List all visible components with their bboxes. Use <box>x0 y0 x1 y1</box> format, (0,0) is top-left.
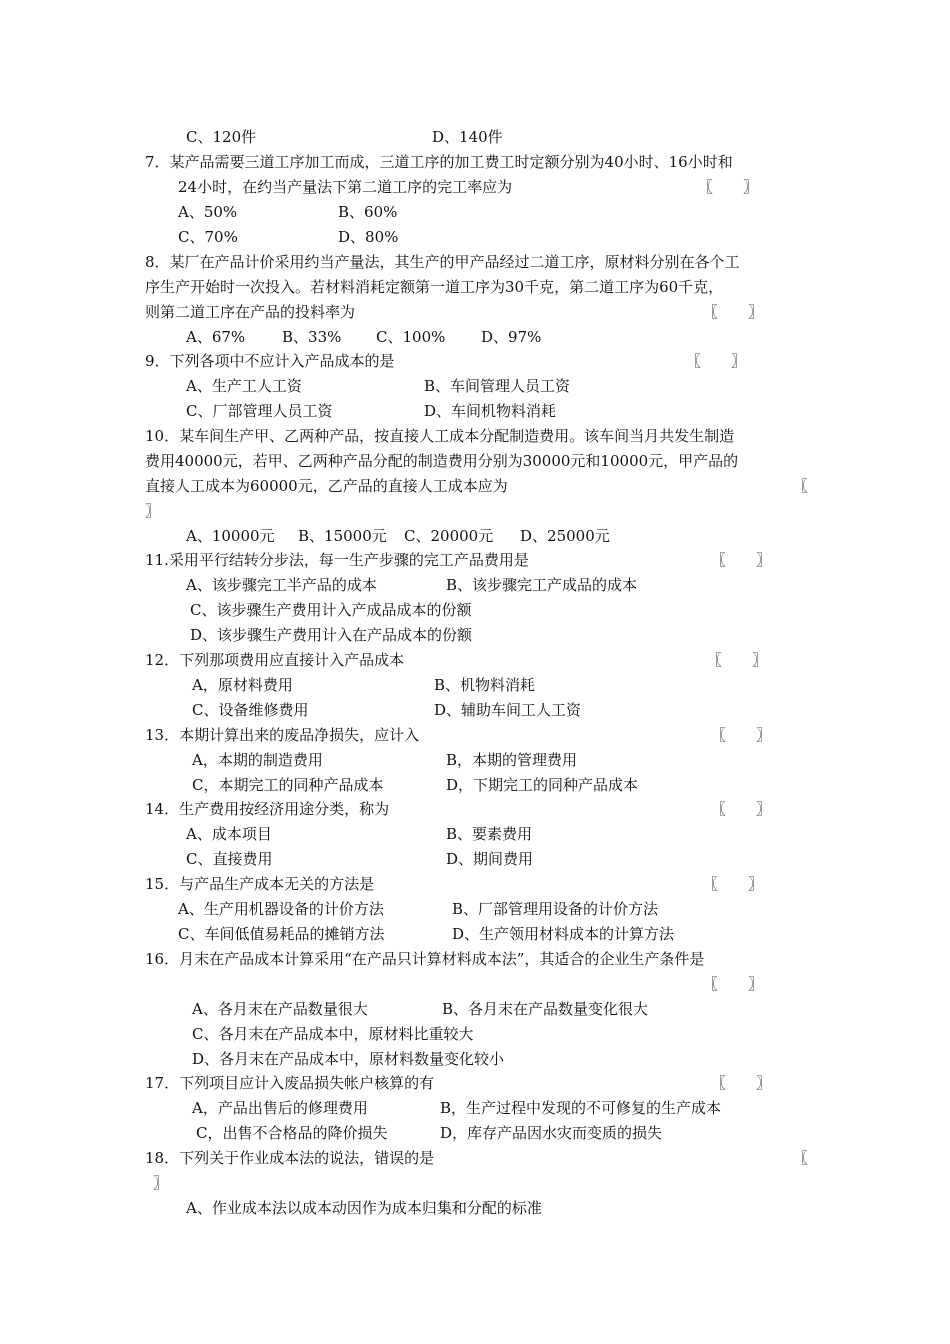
question-13: 13．本期计算出来的废品净损失，应计入 <box>145 726 420 744</box>
option-15-b: B、厂部管理用设备的计价方法 <box>452 900 659 918</box>
answer-bracket-17[interactable]: 〖 〗 <box>711 1074 772 1092</box>
option-12-b: B、机物料消耗 <box>434 676 536 694</box>
option-16-c: C、各月末在产品成本中，原材料比重较大 <box>192 1025 474 1043</box>
option-9-b: B、车间管理人员工资 <box>424 377 571 395</box>
question-7-line-1: 7．某产品需要三道工序加工而成，三道工序的加工费工时定额分别为40小时、16小时和 <box>145 153 733 171</box>
question-8-line-3: 则第二道工序在产品的投料率为 <box>145 303 356 321</box>
option-16-a: A、各月末在产品数量很大 <box>192 1000 368 1018</box>
answer-bracket-15[interactable]: 〖 〗 <box>703 875 764 893</box>
option-8-d: D、97% <box>481 328 542 346</box>
option-14-d: D、期间费用 <box>446 850 534 868</box>
option-9-a: A、生产工人工资 <box>186 377 302 395</box>
option-10-d: D、25000元 <box>520 527 610 545</box>
option-15-d: D、生产领用材料成本的计算方法 <box>452 925 675 943</box>
option-11-d: D、该步骤生产费用计入在产品成本的份额 <box>190 626 473 644</box>
option-16-d: D、各月末在产品成本中，原材料数量变化较小 <box>192 1050 505 1068</box>
option-12-a: A，原材料费用 <box>192 676 293 694</box>
question-14: 14．生产费用按经济用途分类，称为 <box>145 800 390 818</box>
option-6-d: D、140件 <box>432 128 503 146</box>
answer-bracket-14[interactable]: 〖 〗 <box>711 800 772 818</box>
option-11-a: A、该步骤完工半产品的成本 <box>186 576 377 594</box>
answer-bracket-7[interactable]: 〖 〗 <box>698 178 759 196</box>
question-10-line-1: 10．某车间生产甲、乙两种产品，按直接人工成本分配制造费用。该车间当月共发生制造 <box>145 427 735 445</box>
question-8-line-2: 序生产开始时一次投入。若材料消耗定额第一道工序为30千克，第二道工序为60千克， <box>145 278 724 296</box>
option-14-c: C、直接费用 <box>186 850 273 868</box>
option-9-d: D、车间机物料消耗 <box>424 402 557 420</box>
option-7-d: D、80% <box>338 228 399 246</box>
option-13-a: A，本期的制造费用 <box>192 751 323 769</box>
answer-bracket-8[interactable]: 〖 〗 <box>703 303 764 321</box>
question-10-line-2: 费用40000元，若甲、乙两种产品分配的制造费用分别为30000元和10000元，甲产品的 <box>145 452 739 470</box>
option-17-a: A，产品出售后的修理费用 <box>192 1099 368 1117</box>
answer-bracket-10-close[interactable]: 〗 <box>145 502 161 520</box>
question-16: 16．月末在产品成本计算采用“在产品只计算材料成本法”，其适合的企业生产条件是 <box>145 950 705 968</box>
option-7-c: C、70% <box>178 228 238 246</box>
option-13-d: D，下期完工的同种产品成本 <box>446 776 639 794</box>
option-10-a: A、10000元 <box>186 527 275 545</box>
option-11-b: B、该步骤完工产成品的成本 <box>446 576 638 594</box>
option-6-c: C、120件 <box>186 128 257 146</box>
option-11-c: C、该步骤生产费用计入产成品成本的份额 <box>190 601 472 619</box>
option-17-b: B，生产过程中发现的不可修复的生产成本 <box>440 1099 722 1117</box>
option-13-c: C，本期完工的同种产品成本 <box>192 776 384 794</box>
question-17: 17．下列项目应计入废品损失帐户核算的有 <box>145 1074 435 1092</box>
option-8-a: A、67% <box>186 328 246 346</box>
option-10-b: B、15000元 <box>298 527 387 545</box>
option-7-b: B、60% <box>338 203 398 221</box>
option-12-c: C、设备维修费用 <box>192 701 309 719</box>
answer-bracket-18-close[interactable]: 〗 <box>153 1174 169 1192</box>
option-18-a: A、作业成本法以成本动因作为成本归集和分配的标准 <box>186 1199 542 1217</box>
option-14-b: B、要素费用 <box>446 825 533 843</box>
answer-bracket-11[interactable]: 〖 〗 <box>711 551 772 569</box>
question-7-line-2: 24小时，在约当产量法下第二道工序的完工率应为 <box>178 178 513 196</box>
option-7-a: A、50% <box>178 203 238 221</box>
question-18: 18．下列关于作业成本法的说法，错误的是 <box>145 1149 435 1167</box>
question-15: 15．与产品生产成本无关的方法是 <box>145 875 375 893</box>
answer-bracket-16[interactable]: 〖 〗 <box>703 975 764 993</box>
option-8-b: B、33% <box>282 328 342 346</box>
option-14-a: A、成本项目 <box>186 825 272 843</box>
question-9: 9．下列各项中不应计入产品成本的是 <box>145 352 395 370</box>
option-10-c: C、20000元 <box>404 527 494 545</box>
answer-bracket-9[interactable]: 〖 〗 <box>686 352 747 370</box>
answer-bracket-10-open[interactable]: 〖 <box>793 477 809 495</box>
option-13-b: B，本期的管理费用 <box>446 751 578 769</box>
option-17-d: D，库存产品因水灾而变质的损失 <box>440 1124 663 1142</box>
answer-bracket-13[interactable]: 〖 〗 <box>711 726 772 744</box>
option-8-c: C、100% <box>376 328 446 346</box>
option-15-c: C、车间低值易耗品的摊销方法 <box>178 925 385 943</box>
answer-bracket-18-open[interactable]: 〖 <box>793 1149 809 1167</box>
question-8-line-1: 8．某厂在产品计价采用约当产量法，其生产的甲产品经过二道工序，原材料分别在各个工 <box>145 253 740 271</box>
option-9-c: C、厂部管理人员工资 <box>186 402 333 420</box>
question-12: 12．下列那项费用应直接计入产品成本 <box>145 651 405 669</box>
answer-bracket-12[interactable]: 〖 〗 <box>707 651 768 669</box>
option-16-b: B、各月末在产品数量变化很大 <box>442 1000 649 1018</box>
option-17-c: C，出售不合格品的降价损失 <box>196 1124 388 1142</box>
question-10-line-3: 直接人工成本为60000元，乙产品的直接人工成本应为 <box>145 477 508 495</box>
option-12-d: D、辅助车间工人工资 <box>434 701 582 719</box>
option-15-a: A、生产用机器设备的计价方法 <box>178 900 384 918</box>
question-11: 11.采用平行结转分步法，每一生产步骤的完工产品费用是 <box>145 551 529 569</box>
